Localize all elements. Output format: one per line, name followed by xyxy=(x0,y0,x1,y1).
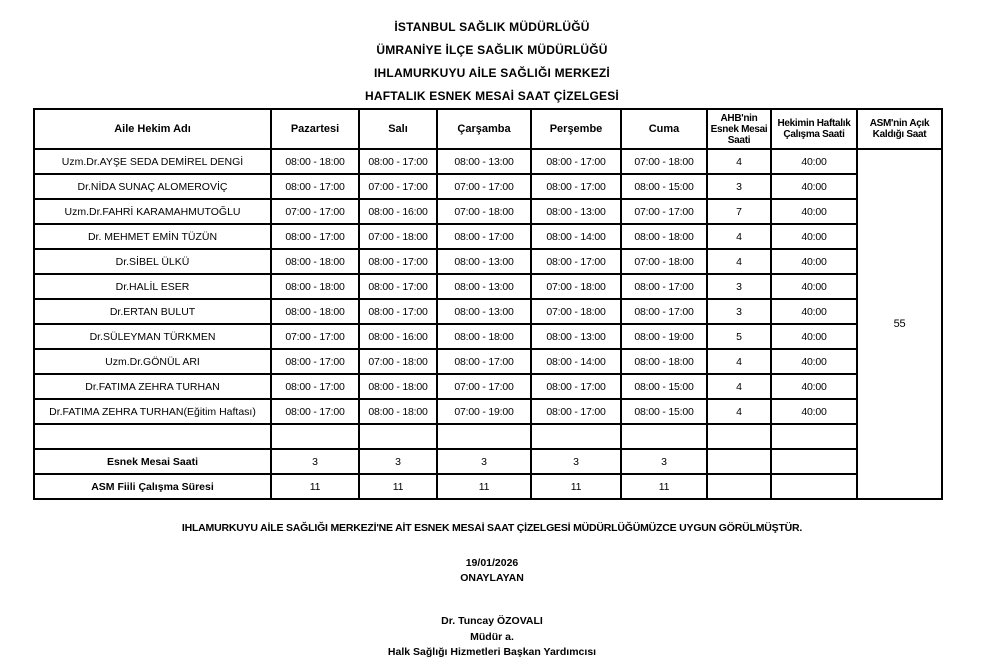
weekly-hours-cell: 40:00 xyxy=(771,249,857,274)
summary-label-cell: ASM Fiili Çalışma Süresi xyxy=(34,474,271,499)
title-schedule: HAFTALIK ESNEK MESAİ SAAT ÇİZELGESİ xyxy=(365,89,619,103)
header-wednesday: Çarşamba xyxy=(437,109,531,149)
summary-label-cell: Esnek Mesai Saati xyxy=(34,449,271,474)
friday-cell: 07:00 - 18:00 xyxy=(621,249,707,274)
thursday-cell: 07:00 - 18:00 xyxy=(531,299,621,324)
monday-cell: 07:00 - 17:00 xyxy=(271,199,359,224)
friday-cell: 08:00 - 15:00 xyxy=(621,374,707,399)
schedule-table-body xyxy=(34,149,942,499)
flex-hours-cell xyxy=(707,424,771,449)
flex-hours-cell: 5 xyxy=(707,324,771,349)
friday-cell: 08:00 - 18:00 xyxy=(621,349,707,374)
thursday-cell: 08:00 - 17:00 xyxy=(531,399,621,424)
thursday-cell: 07:00 - 18:00 xyxy=(531,274,621,299)
tuesday-cell xyxy=(359,424,437,449)
schedule-table xyxy=(33,108,943,500)
doctor-name-cell: Dr.NİDA SUNAÇ ALOMEROVİÇ xyxy=(34,174,271,199)
weekly-hours-cell: 40:00 xyxy=(771,374,857,399)
flex-hours-cell: 7 xyxy=(707,199,771,224)
header-friday: Cuma xyxy=(621,109,707,149)
tuesday-cell: 08:00 - 18:00 xyxy=(359,399,437,424)
doctor-name-cell: Dr.FATIMA ZEHRA TURHAN xyxy=(34,374,271,399)
tuesday-cell: 07:00 - 17:00 xyxy=(359,174,437,199)
summary-label-cell xyxy=(34,424,271,449)
asm-open-hours-cell: 55 xyxy=(857,149,942,499)
tuesday-cell: 08:00 - 16:00 xyxy=(359,324,437,349)
monday-cell: 08:00 - 18:00 xyxy=(271,299,359,324)
wednesday-cell: 08:00 - 13:00 xyxy=(437,149,531,174)
flex-hours-cell: 4 xyxy=(707,224,771,249)
doctor-name-cell: Dr. MEHMET EMİN TÜZÜN xyxy=(34,224,271,249)
wednesday-cell: 08:00 - 13:00 xyxy=(437,249,531,274)
tuesday-cell: 11 xyxy=(359,474,437,499)
thursday-cell: 08:00 - 17:00 xyxy=(531,249,621,274)
flex-hours-cell: 4 xyxy=(707,349,771,374)
thursday-cell: 08:00 - 13:00 xyxy=(531,199,621,224)
flex-hours-cell: 3 xyxy=(707,274,771,299)
thursday-cell: 3 xyxy=(531,449,621,474)
weekly-hours-cell: 40:00 xyxy=(771,399,857,424)
thursday-cell: 08:00 - 14:00 xyxy=(531,224,621,249)
monday-cell: 08:00 - 18:00 xyxy=(271,149,359,174)
monday-cell: 08:00 - 18:00 xyxy=(271,249,359,274)
doctor-name-cell: Dr.HALİL ESER xyxy=(34,274,271,299)
weekly-hours-cell: 40:00 xyxy=(771,174,857,199)
monday-cell: 08:00 - 18:00 xyxy=(271,274,359,299)
doctor-row xyxy=(34,374,942,399)
weekly-hours-cell xyxy=(771,449,857,474)
tuesday-cell: 07:00 - 18:00 xyxy=(359,349,437,374)
signer-name: Dr. Tuncay ÖZOVALI xyxy=(441,615,543,627)
monday-cell: 08:00 - 17:00 xyxy=(271,374,359,399)
title-district: ÜMRANİYE İLÇE SAĞLIK MÜDÜRLÜĞÜ xyxy=(376,43,608,57)
flex-hours-cell xyxy=(707,474,771,499)
doctor-name-cell: Dr.SİBEL ÜLKÜ xyxy=(34,249,271,274)
weekly-hours-cell: 40:00 xyxy=(771,199,857,224)
wednesday-cell: 08:00 - 13:00 xyxy=(437,274,531,299)
tuesday-cell: 08:00 - 17:00 xyxy=(359,149,437,174)
header-monday: Pazartesi xyxy=(271,109,359,149)
header-doctor-name: Aile Hekim Adı xyxy=(34,109,271,149)
approval-date: 19/01/2026 xyxy=(465,557,519,569)
wednesday-cell: 07:00 - 18:00 xyxy=(437,199,531,224)
friday-cell: 08:00 - 19:00 xyxy=(621,324,707,349)
monday-cell: 08:00 - 17:00 xyxy=(271,399,359,424)
doctor-row xyxy=(34,174,942,199)
monday-cell: 08:00 - 17:00 xyxy=(271,224,359,249)
doctor-row xyxy=(34,324,942,349)
flex-hours-cell: 3 xyxy=(707,174,771,199)
doctor-name-cell: Dr.ERTAN BULUT xyxy=(34,299,271,324)
friday-cell: 07:00 - 18:00 xyxy=(621,149,707,174)
header-row xyxy=(34,109,942,149)
doctor-row xyxy=(34,199,942,224)
doctor-name-cell: Dr.SÜLEYMAN TÜRKMEN xyxy=(34,324,271,349)
flex-hours-cell: 4 xyxy=(707,249,771,274)
doctor-row xyxy=(34,399,942,424)
wednesday-cell: 07:00 - 17:00 xyxy=(437,174,531,199)
tuesday-cell: 08:00 - 17:00 xyxy=(359,299,437,324)
friday-cell: 07:00 - 17:00 xyxy=(621,199,707,224)
friday-cell: 08:00 - 17:00 xyxy=(621,274,707,299)
doctor-name-cell: Uzm.Dr.AYŞE SEDA DEMİREL DENGİ xyxy=(34,149,271,174)
header-thursday: Perşembe xyxy=(531,109,621,149)
monday-cell: 07:00 - 17:00 xyxy=(271,324,359,349)
wednesday-cell: 08:00 - 13:00 xyxy=(437,299,531,324)
thursday-cell: 08:00 - 17:00 xyxy=(531,374,621,399)
wednesday-cell: 08:00 - 18:00 xyxy=(437,324,531,349)
flex-hours-cell: 4 xyxy=(707,399,771,424)
flex-hours-cell: 3 xyxy=(707,299,771,324)
thursday-cell: 08:00 - 14:00 xyxy=(531,349,621,374)
header-asm-open-hours: ASM'nin Açık Kaldığı Saat xyxy=(857,109,942,149)
weekly-hours-cell: 40:00 xyxy=(771,274,857,299)
doctor-row xyxy=(34,274,942,299)
weekly-hours-cell: 40:00 xyxy=(771,149,857,174)
friday-cell: 08:00 - 15:00 xyxy=(621,399,707,424)
thursday-cell: 08:00 - 13:00 xyxy=(531,324,621,349)
tuesday-cell: 3 xyxy=(359,449,437,474)
monday-cell: 08:00 - 17:00 xyxy=(271,349,359,374)
header-flex-hours: AHB'nin Esnek Mesai Saati xyxy=(707,109,771,149)
summary-row xyxy=(34,449,942,474)
tuesday-cell: 08:00 - 18:00 xyxy=(359,374,437,399)
friday-cell: 08:00 - 18:00 xyxy=(621,224,707,249)
friday-cell: 3 xyxy=(621,449,707,474)
wednesday-cell xyxy=(437,424,531,449)
doctor-row xyxy=(34,224,942,249)
wednesday-cell: 07:00 - 17:00 xyxy=(437,374,531,399)
thursday-cell: 11 xyxy=(531,474,621,499)
document-header xyxy=(0,0,984,108)
wednesday-cell: 3 xyxy=(437,449,531,474)
friday-cell: 08:00 - 17:00 xyxy=(621,299,707,324)
monday-cell: 11 xyxy=(271,474,359,499)
tuesday-cell: 07:00 - 18:00 xyxy=(359,224,437,249)
thursday-cell: 08:00 - 17:00 xyxy=(531,174,621,199)
wednesday-cell: 07:00 - 19:00 xyxy=(437,399,531,424)
doctor-name-cell: Uzm.Dr.GÖNÜL ARI xyxy=(34,349,271,374)
header-weekly-hours: Hekimin Haftalık Çalışma Saati xyxy=(771,109,857,149)
doctor-name-cell: Uzm.Dr.FAHRİ KARAMAHMUTOĞLU xyxy=(34,199,271,224)
wednesday-cell: 08:00 - 17:00 xyxy=(437,224,531,249)
weekly-hours-cell xyxy=(771,424,857,449)
flex-hours-cell xyxy=(707,449,771,474)
monday-cell: 3 xyxy=(271,449,359,474)
tuesday-cell: 08:00 - 17:00 xyxy=(359,274,437,299)
signature-block xyxy=(0,614,984,661)
signer-position: Halk Sağlığı Hizmetleri Başkan Yardımcısı xyxy=(387,646,597,658)
weekly-hours-cell: 40:00 xyxy=(771,324,857,349)
approver-label: ONAYLAYAN xyxy=(460,572,524,584)
approval-statement: IHLAMURKUYU AİLE SAĞLIĞI MERKEZİ'NE AİT ESNEK MESAİ SAAT ÇİZELGESİ MÜDÜRLÜĞÜMÜZCE UYGUN GÖRÜLMÜŞTÜR. xyxy=(181,522,803,534)
signer-role: Müdür a. xyxy=(470,630,514,643)
doctor-name-cell: Dr.FATIMA ZEHRA TURHAN(Eğitim Haftası) xyxy=(34,399,271,424)
wednesday-cell: 11 xyxy=(437,474,531,499)
monday-cell: 08:00 - 17:00 xyxy=(271,174,359,199)
header-tuesday: Salı xyxy=(359,109,437,149)
thursday-cell: 08:00 - 17:00 xyxy=(531,149,621,174)
tuesday-cell: 08:00 - 17:00 xyxy=(359,249,437,274)
summary-row xyxy=(34,474,942,499)
weekly-hours-cell: 40:00 xyxy=(771,299,857,324)
friday-cell: 08:00 - 15:00 xyxy=(621,174,707,199)
weekly-hours-cell: 40:00 xyxy=(771,224,857,249)
flex-hours-cell: 4 xyxy=(707,374,771,399)
doctor-row xyxy=(34,249,942,274)
title-center: IHLAMURKUYU AİLE SAĞLIĞI MERKEZİ xyxy=(374,66,610,80)
tuesday-cell: 08:00 - 16:00 xyxy=(359,199,437,224)
thursday-cell xyxy=(531,424,621,449)
weekly-hours-cell xyxy=(771,474,857,499)
flex-hours-cell: 4 xyxy=(707,149,771,174)
weekly-hours-cell: 40:00 xyxy=(771,349,857,374)
doctor-row xyxy=(34,149,942,174)
spacer-row xyxy=(34,424,942,449)
doctor-row xyxy=(34,349,942,374)
title-province: İSTANBUL SAĞLIK MÜDÜRLÜĞÜ xyxy=(394,20,590,34)
wednesday-cell: 08:00 - 17:00 xyxy=(437,349,531,374)
doctor-row xyxy=(34,299,942,324)
monday-cell xyxy=(271,424,359,449)
friday-cell: 11 xyxy=(621,474,707,499)
friday-cell xyxy=(621,424,707,449)
